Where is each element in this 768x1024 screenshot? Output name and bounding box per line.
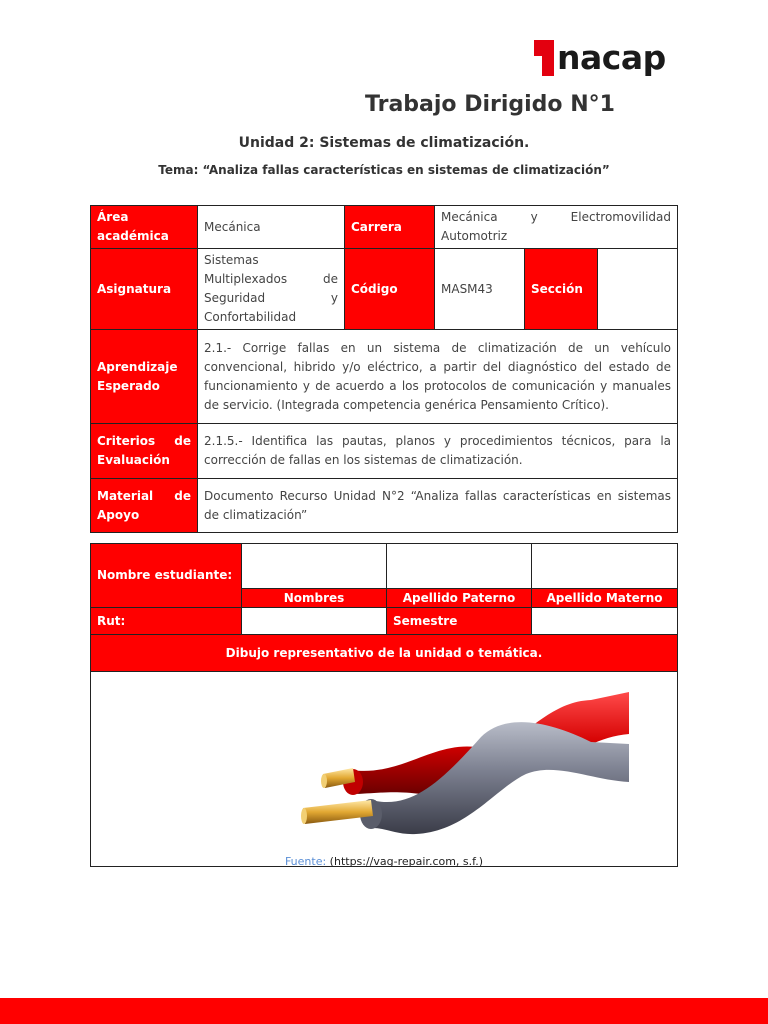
asignatura-line1: Sistemas: [204, 253, 259, 267]
aprendizaje-value: 2.1.- Corrige fallas en un sistema de climatización de un vehículo convencional, hibrido y/o eléctrico, a partir del diagnóstico del estado de funcionamiento y de acuerdo a los protocolos de comunicación y manuales de servicio. (Integrada competencia genérica Pensamiento Crítico).: [198, 330, 678, 424]
nombres-input[interactable]: [242, 544, 387, 589]
asignatura-value: [198, 249, 345, 330]
semestre-input[interactable]: [532, 608, 678, 635]
footer-bar: [0, 998, 768, 1024]
criterios-label: [91, 424, 198, 479]
material-value: Documento Recurso Unidad N°2 “Analiza fallas características en sistemas de climatización”: [198, 479, 678, 533]
carrera-line2: Automotriz: [441, 229, 508, 243]
tema-heading: Tema: “Analiza fallas características en sistemas de climatización”: [158, 163, 610, 177]
twisted-cable-image: [291, 682, 631, 852]
paterno-header: Apellido Paterno: [387, 589, 532, 608]
paterno-input[interactable]: [387, 544, 532, 589]
area-label: Área académica: [91, 206, 198, 249]
criterios-label-text: Criterios de Evaluación: [97, 434, 191, 467]
seccion-label: Sección: [525, 249, 598, 330]
logo-text: nacap: [557, 38, 666, 77]
copper-tip-top: [321, 774, 327, 788]
drawing-cell: [91, 672, 678, 867]
fuente-value: (https://vag-repair.com, s.f.): [326, 855, 484, 868]
criterios-value: 2.1.5.- Identifica las pautas, planos y procedimientos técnicos, para la corrección de fallas en los sistemas de climatización.: [198, 424, 678, 479]
asignatura-line4: Confortabilidad: [204, 310, 297, 324]
materno-header: Apellido Materno: [532, 589, 678, 608]
asignatura-line3: Seguridad y: [204, 291, 338, 305]
carrera-label: Carrera: [345, 206, 435, 249]
logo-mark: [534, 40, 554, 76]
material-label-text: Material de Apoyo: [97, 488, 191, 522]
aprendizaje-label: Aprendizaje Esperado: [91, 330, 198, 424]
fuente-label: Fuente:: [284, 855, 327, 868]
nombre-label: Nombre estudiante:: [91, 544, 242, 608]
carrera-line1: Mecánica y Electromovilidad: [441, 210, 672, 224]
rut-input[interactable]: [242, 608, 387, 635]
material-label: [91, 479, 198, 533]
area-value: Mecánica: [198, 206, 345, 249]
seccion-value[interactable]: [598, 249, 678, 330]
codigo-label: Código: [345, 249, 435, 330]
drawing-banner: Dibujo representativo de la unidad o temática.: [91, 635, 678, 672]
asignatura-label: Asignatura: [91, 249, 198, 330]
semestre-label: Semestre: [387, 608, 532, 635]
unit-heading: Unidad 2: Sistemas de climatización.: [238, 135, 530, 151]
carrera-value: [435, 206, 678, 249]
inacap-logo: [534, 38, 666, 78]
materno-input[interactable]: [532, 544, 678, 589]
copper-tip-bottom: [301, 808, 307, 824]
page-title: Trabajo Dirigido N°1: [365, 92, 615, 117]
codigo-value: MASM43: [435, 249, 525, 330]
student-table: [90, 543, 678, 867]
image-source: [91, 852, 677, 871]
info-table: [90, 205, 678, 533]
asignatura-line2: Multiplexados de: [204, 272, 338, 286]
rut-label: Rut:: [91, 608, 242, 635]
nombres-header: Nombres: [242, 589, 387, 608]
